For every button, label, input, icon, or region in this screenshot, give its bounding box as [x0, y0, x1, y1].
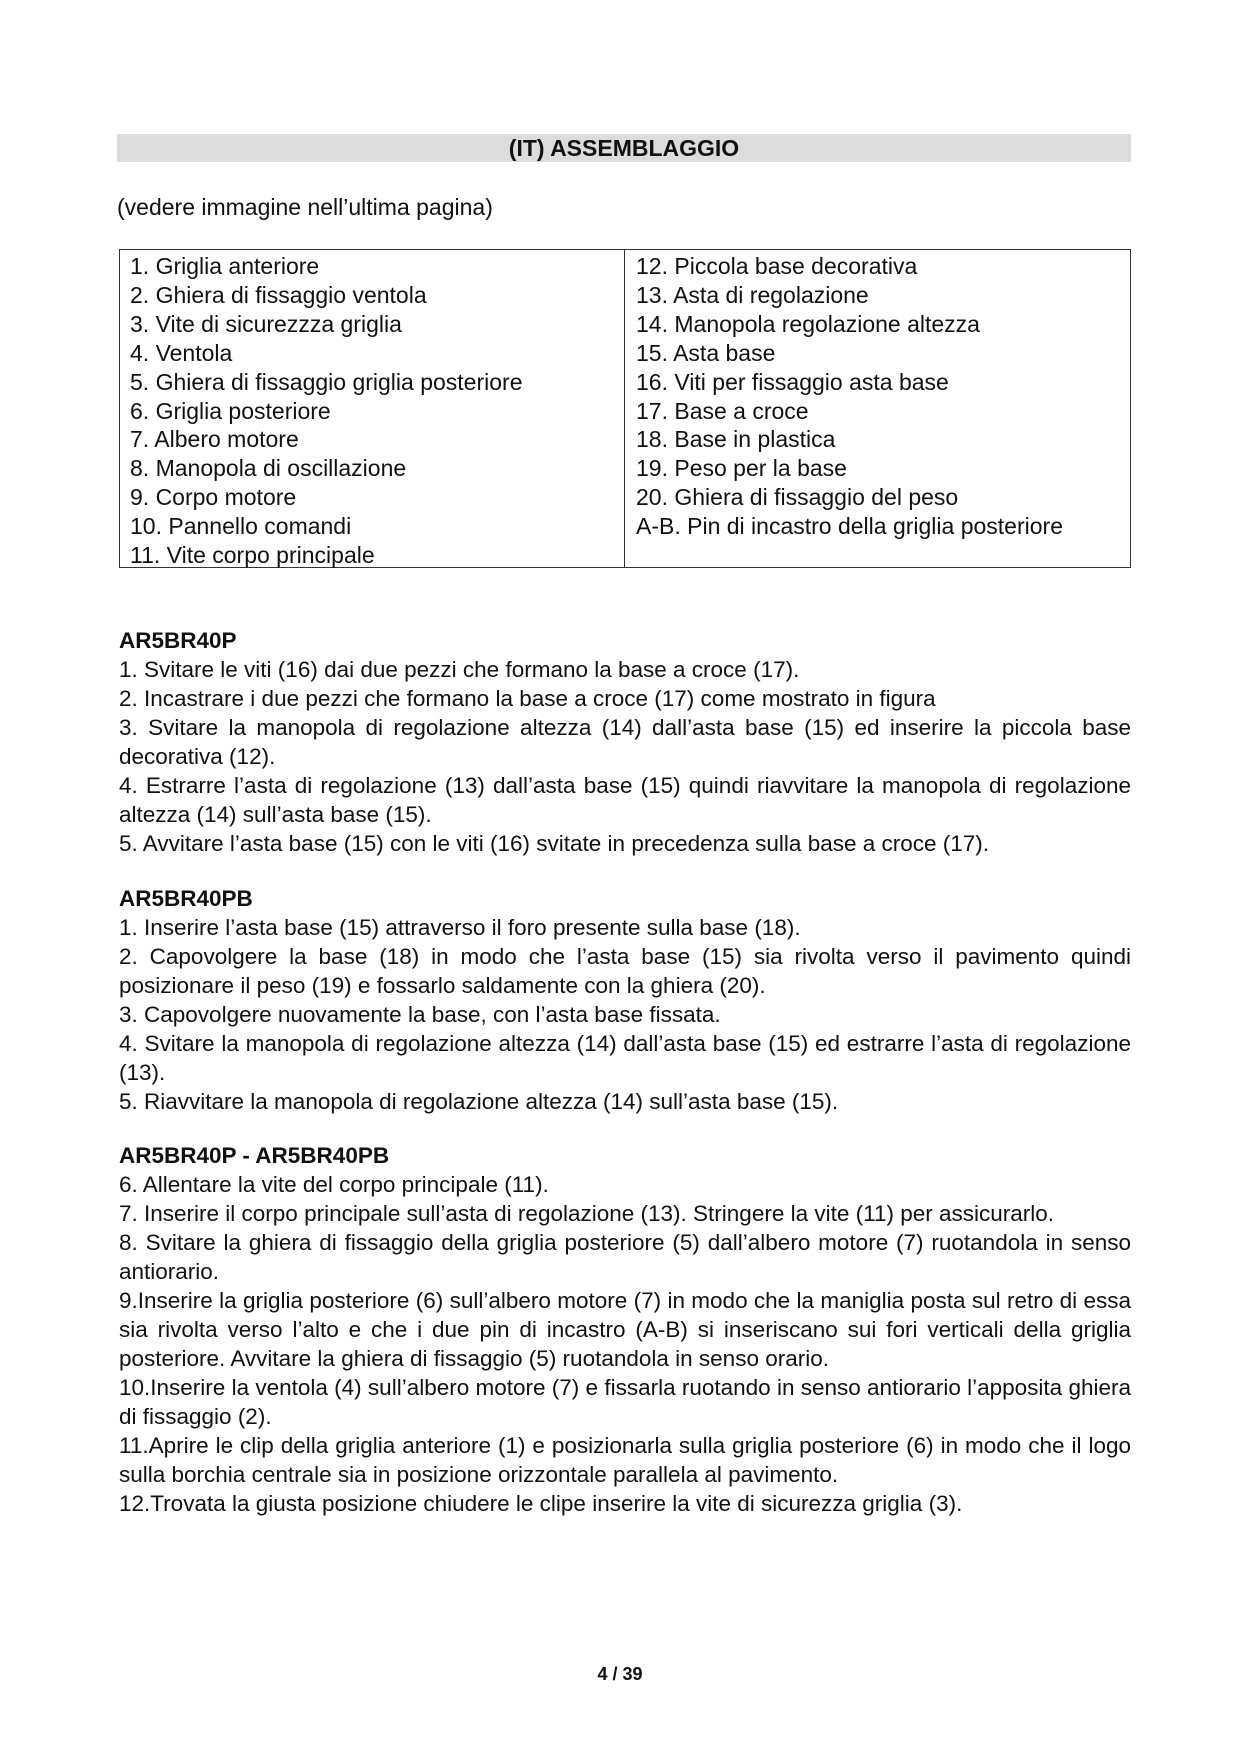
instruction-step: 4. Svitare la manopola di regolazione altezza (14) dall’asta base (15) ed estrarre l’asta di regolazione (13).	[119, 1031, 1131, 1085]
part-item: 6. Griglia posteriore	[130, 397, 331, 424]
part-item: 18. Base in plastica	[636, 426, 836, 453]
part-item: 9. Corpo motore	[130, 484, 297, 511]
section-ar5br40p-ar5br40pb	[119, 1141, 1131, 1518]
instruction-step: 8. Svitare la ghiera di fissaggio della griglia posteriore (5) dall’albero motore (7) ruotandola in senso antiorario.	[119, 1230, 1131, 1284]
instruction-step: 11.Aprire le clip della griglia anteriore (1) e posizionarla sulla griglia posteriore (6) in modo che il logo sulla borchia centrale sia in posizione orizzontale parallela al pavimento.	[119, 1433, 1131, 1487]
section-heading: AR5BR40P	[119, 628, 237, 653]
instruction-step: 7. Inserire il corpo principale sull’asta di regolazione (13). Stringere la vite (11) per assicurarlo.	[119, 1201, 1055, 1226]
part-item: 10. Pannello comandi	[130, 513, 352, 540]
part-item: 13. Asta di regolazione	[636, 281, 869, 308]
part-item: 14. Manopola regolazione altezza	[636, 310, 980, 337]
parts-column-right	[625, 250, 1130, 567]
part-item: 11. Vite corpo principale	[130, 542, 375, 569]
part-item: 4. Ventola	[130, 339, 233, 366]
instruction-step: 1. Inserire l’asta base (15) attraverso il foro presente sulla base (18).	[119, 915, 801, 940]
instruction-step: 2. Capovolgere la base (18) in modo che l’asta base (15) sia rivolta verso il pavimento quindi posizionare il peso (19) e fossarlo saldamente con la ghiera (20).	[119, 944, 1131, 998]
instruction-step: 10.Inserire la ventola (4) sull’albero motore (7) e fissarla ruotando in senso antiorario l’apposita ghiera di fissaggio (2).	[119, 1375, 1131, 1429]
section-ar5br40pb	[119, 884, 1131, 1116]
page-number: 4 / 39	[597, 1664, 643, 1684]
part-item: A-B. Pin di incastro della griglia posteriore	[636, 513, 1063, 540]
part-item: 7. Albero motore	[130, 426, 299, 453]
part-item: 1. Griglia anteriore	[130, 253, 320, 279]
part-item: 17. Base a croce	[636, 397, 809, 424]
parts-table	[119, 249, 1131, 568]
instruction-step: 6. Allentare la vite del corpo principale (11).	[119, 1172, 549, 1197]
instruction-step: 5. Riavvitare la manopola di regolazione altezza (14) sull’asta base (15).	[119, 1089, 839, 1114]
parts-column-left	[120, 250, 625, 567]
part-item: 16. Viti per fissaggio asta base	[636, 368, 949, 395]
instruction-step: 5. Avvitare l’asta base (15) con le viti (16) svitate in precedenza sulla base a croce (17).	[119, 831, 990, 856]
intro-note: (vedere immagine nell’ultima pagina)	[117, 194, 493, 220]
instruction-step: 9.Inserire la griglia posteriore (6) sull’albero motore (7) in modo che la maniglia posta sul retro di essa sia rivolta verso l’alto e che i due pin di incastro (A-B) si inseriscano sui fori verticali della griglia posteriore. Avvitare la ghiera di fissaggio (5) ruotandola in senso orario.	[119, 1288, 1131, 1371]
instruction-step: 3. Svitare la manopola di regolazione altezza (14) dall’asta base (15) ed inserire la piccola base decorativa (12).	[119, 715, 1131, 769]
part-item: 5. Ghiera di fissaggio griglia posteriore	[130, 368, 523, 395]
instruction-step: 2. Incastrare i due pezzi che formano la base a croce (17) come mostrato in figura	[119, 686, 936, 711]
section-heading: AR5BR40P - AR5BR40PB	[119, 1143, 390, 1168]
section-title: (IT) ASSEMBLAGGIO	[117, 134, 1131, 162]
part-item: 20. Ghiera di fissaggio del peso	[636, 484, 959, 511]
section-heading: AR5BR40PB	[119, 886, 253, 911]
instruction-step: 1. Svitare le viti (16) dai due pezzi che formano la base a croce (17).	[119, 657, 800, 682]
part-item: 12. Piccola base decorativa	[636, 253, 918, 279]
part-item: 15. Asta base	[636, 339, 776, 366]
part-item: 3. Vite di sicurezzza griglia	[130, 310, 402, 337]
part-item: 8. Manopola di oscillazione	[130, 455, 407, 482]
section-ar5br40p	[119, 626, 1131, 858]
part-item: 2. Ghiera di fissaggio ventola	[130, 281, 427, 308]
part-item: 19. Peso per la base	[636, 455, 847, 482]
instruction-step: 12.Trovata la giusta posizione chiudere le clipe inserire la vite di sicurezza griglia (3).	[119, 1491, 963, 1516]
instruction-step: 3. Capovolgere nuovamente la base, con l’asta base fissata.	[119, 1002, 721, 1027]
instruction-step: 4. Estrarre l’asta di regolazione (13) dall’asta base (15) quindi riavvitare la manopola di regolazione altezza (14) sull’asta base (15).	[119, 773, 1131, 827]
